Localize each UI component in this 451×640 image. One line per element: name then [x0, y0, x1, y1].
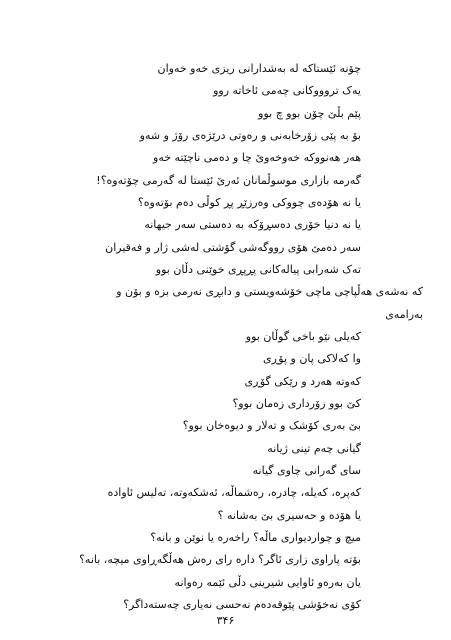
poem-line-5: هەر هەنووکە خەوخەوێ چا و دەمی ناچێتە خەو [153, 151, 361, 164]
poem-line-13: کەیلی نێو باخی گوڵان بوو [245, 330, 361, 343]
poem-line-15: کەوتە هەرد و رێکی گۆڕی [244, 375, 361, 388]
poem-line-10: تەک شەرابی پیالەکانی پڕپڕی خوێنی دڵان بوو [155, 263, 361, 276]
poem-line-22: میچ و چواردیواری ماڵە؟ راخەرە یا نوێن و بانە؟ [150, 531, 361, 544]
page-number: ٣۴۶ [216, 614, 235, 627]
poem-line-1: چۆنه ئێستاکه له بەشدارانی ریزی خەو خەوان [157, 62, 361, 75]
poem-line-14: وا کەلاکی پان و پۆڕی [262, 352, 361, 365]
poem-line-18: گیانی چەم تینی ژیانە [267, 442, 361, 455]
poem-line-7: یا نە هۆدەی چووکی وەرزێڕ پڕ کوڵی دەم بۆتەوە؟ [137, 196, 361, 209]
poem-line-6: گەرمە بازاری موسوڵمانان ئەرێ ئێستا لە گەرمی چۆتەوە؟! [96, 174, 361, 187]
poem-line-16: کێ بوو زۆرداری زەمان بوو؟ [232, 397, 361, 410]
poem-line-3: پێم بڵێ چۆن بوو چ بوو [258, 107, 361, 120]
poem-line-17: بێ بەری کۆشک و تەلار و دیوەخان بوو؟ [182, 419, 361, 432]
poem-line-21: یا هۆدە و حەسیری بێ بەشانە ؟ [217, 509, 361, 522]
poem-line-25: کۆی نەخۆشی پێوقەدەم نەحسی نەیاری چەستەداگر؟ [123, 598, 361, 611]
poem-line-11: کە نەشەی هەڵپاچی ماچی خۆشەویستی و دابڕی نەرمی بزە و بۆن و [116, 285, 423, 298]
poem-line-2: یەک تروووکانی چەمی ئاخاتە روو [213, 84, 361, 97]
poem-line-23: بۆتە پاراوی زاری ئاگر؟ داره رای رەش هەڵگەڕاوی میچە، بانە؟ [79, 553, 361, 566]
poem-line-19: سای گەرانی چاوی گیانە [252, 464, 361, 477]
poem-line-8: یا نە دنیا خۆری دەسڕۆکە بە دەستی سەر جیهانە [144, 218, 361, 231]
poem-line-4: بۆ بە پێی زۆرخابەنی و رەوتی درێژەی رۆژ و شەو [139, 129, 361, 142]
poem-line-12: بەرامەی [385, 308, 423, 321]
poem-line-24: یان بەرەو ئاوایی شیرینی دڵی ئێمە رەوانە [174, 576, 361, 589]
poem-line-20: کەپرە، کەیلە، چادرە، رەشماڵە، ئەشکەوتە، تەلیس ئاوادە [107, 486, 361, 499]
poem-line-9: سەر دەمێ هۆی رووگەشی گۆشتی لەشی ژار و فەقیران [105, 241, 361, 254]
